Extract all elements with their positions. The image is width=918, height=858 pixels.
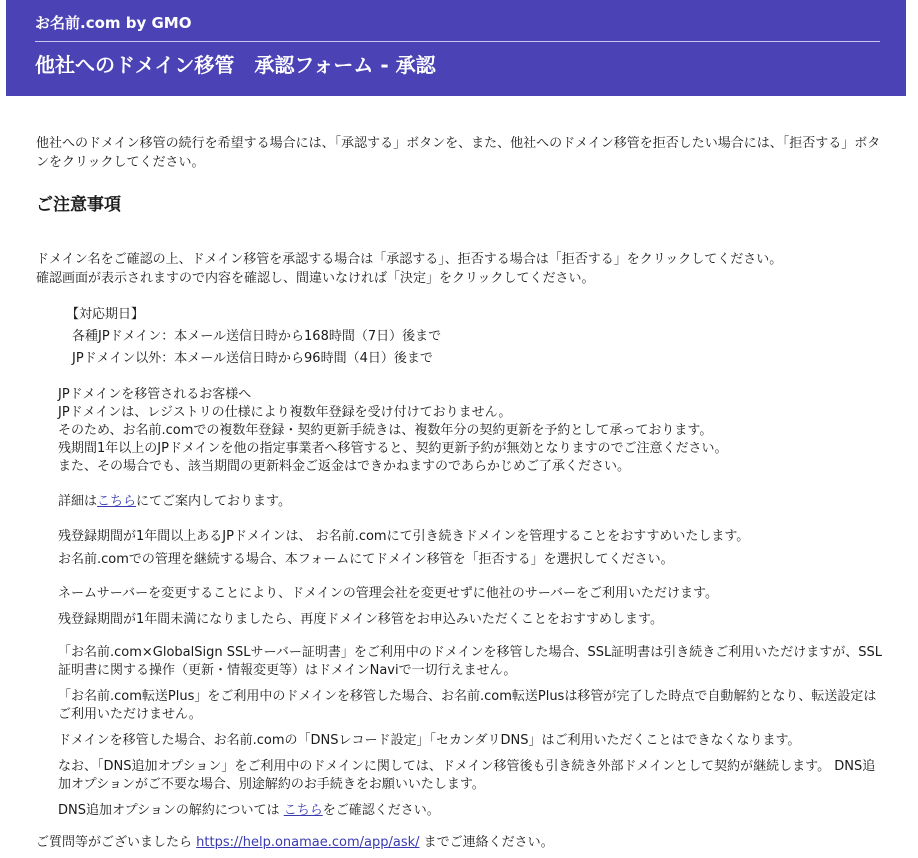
main-content	[36, 134, 882, 852]
nameserver-text: ネームサーバーを変更することにより、ドメインの管理会社を変更せずに他社のサーバーをご利用いただけます。	[58, 586, 719, 601]
dns-cancel-prefix: DNS追加オプションの解約については	[58, 803, 284, 818]
ssl-text: 「お名前.com×GlobalSign SSLサーバー証明書」をご利用中のドメインを移管した場合、SSL証明書は引き続きご利用いただけますが、SSL証明書に関する操作（更新・情報変更等）はドメインNaviで一切行えません。	[58, 645, 882, 678]
dns-option-text: なお、「DNS追加オプション」をご利用中のドメインに関しては、ドメイン移管後も引き続き外部ドメインとして契約が継続します。 DNS追加オプションがご不要な場合、別途解約のお手続きをお願いいたします。	[58, 759, 876, 792]
details-suffix: にてご案内しております。	[136, 494, 291, 509]
jp-line: JPドメインは、レジストリの仕様により複数年登録を受け付けておりません。	[58, 405, 512, 420]
jp-line: そのため、お名前.comでの複数年登録・契約更新手続きは、複数年分の契約更新を予約として承っております。	[58, 423, 713, 438]
period-non-jp: JPドメイン以外：本メール送信日時から96時間（4日）後まで	[72, 351, 433, 366]
intro-text: 他社へのドメイン移管の続行を希望する場合には、「承認する」ボタンを、また、他社へのドメイン移管を拒否したい場合には、「拒否する」ボタンをクリックしてください。	[36, 136, 881, 170]
details-link[interactable]: こちら	[97, 494, 137, 509]
notice-text	[36, 250, 882, 288]
period-jp: 各種JPドメイン：本メール送信日時から168時間（7日）後まで	[72, 329, 442, 344]
dns-cancel-suffix: をご確認ください。	[322, 803, 440, 818]
brand-name: お名前.com by GMO	[35, 14, 192, 32]
details-prefix: 詳細は	[58, 494, 98, 509]
jp-line: JPドメインを移管されるお客様へ	[58, 387, 252, 402]
contact-prefix: ご質問等がございましたら	[36, 835, 197, 850]
retain-line-2: お名前.comでの管理を継続する場合、本フォームにてドメイン移管を「拒否する」を選択してください。	[58, 552, 674, 567]
forwarding-text: 「お名前.com転送Plus」をご利用中のドメインを移管した場合、お名前.com転送Plusは移管が完了した時点で自動解約となり、転送設定はご利用いただけません。	[58, 689, 877, 722]
page-title: 他社へのドメイン移管 承認フォーム - 承認	[35, 53, 436, 77]
header-banner	[6, 0, 906, 96]
dns-cancel-link[interactable]: こちら	[283, 803, 323, 818]
header-divider	[35, 41, 880, 42]
notice-heading: ご注意事項	[36, 195, 121, 215]
notice-line: 確認画面が表示されますので内容を確認し、間違いなければ「決定」をクリックしてください。	[36, 271, 595, 286]
notice-line: ドメイン名をご確認の上、ドメイン移管を承認する場合は「承認する」、拒否する場合は「拒否する」をクリックしてください。	[36, 252, 783, 267]
dns-records-text: ドメインを移管した場合、お名前.comの「DNSレコード設定」「セカンダリDNS」はご利用いただくことはできなくなります。	[58, 733, 801, 748]
period-block	[66, 304, 882, 370]
jp-line: 残期間1年以上のJPドメインを他の指定事業者へ移管すると、契約更新予約が無効となりますのでご注意ください。	[58, 441, 728, 456]
contact-line	[36, 834, 882, 852]
retain-line-1: 残登録期間が1年間以上あるJPドメインは、 お名前.comにて引き続きドメインを管理することをおすすめいたします。	[58, 529, 750, 544]
contact-link[interactable]: https://help.onamae.com/app/ask/	[196, 835, 420, 850]
jp-domain-notice	[58, 386, 882, 476]
period-heading: 【対応期日】	[66, 307, 145, 322]
less-than-year-text: 残登録期間が1年間未満になりましたら、再度ドメイン移管をお申込みいただくことをおすすめします。	[58, 612, 663, 627]
dns-cancel-line	[58, 802, 882, 820]
contact-suffix: までご連絡ください。	[419, 835, 554, 850]
details-line	[58, 493, 882, 511]
jp-line: また、その場合でも、該当期間の更新料金ご返金はできかねますのであらかじめご了承ください。	[58, 459, 631, 474]
